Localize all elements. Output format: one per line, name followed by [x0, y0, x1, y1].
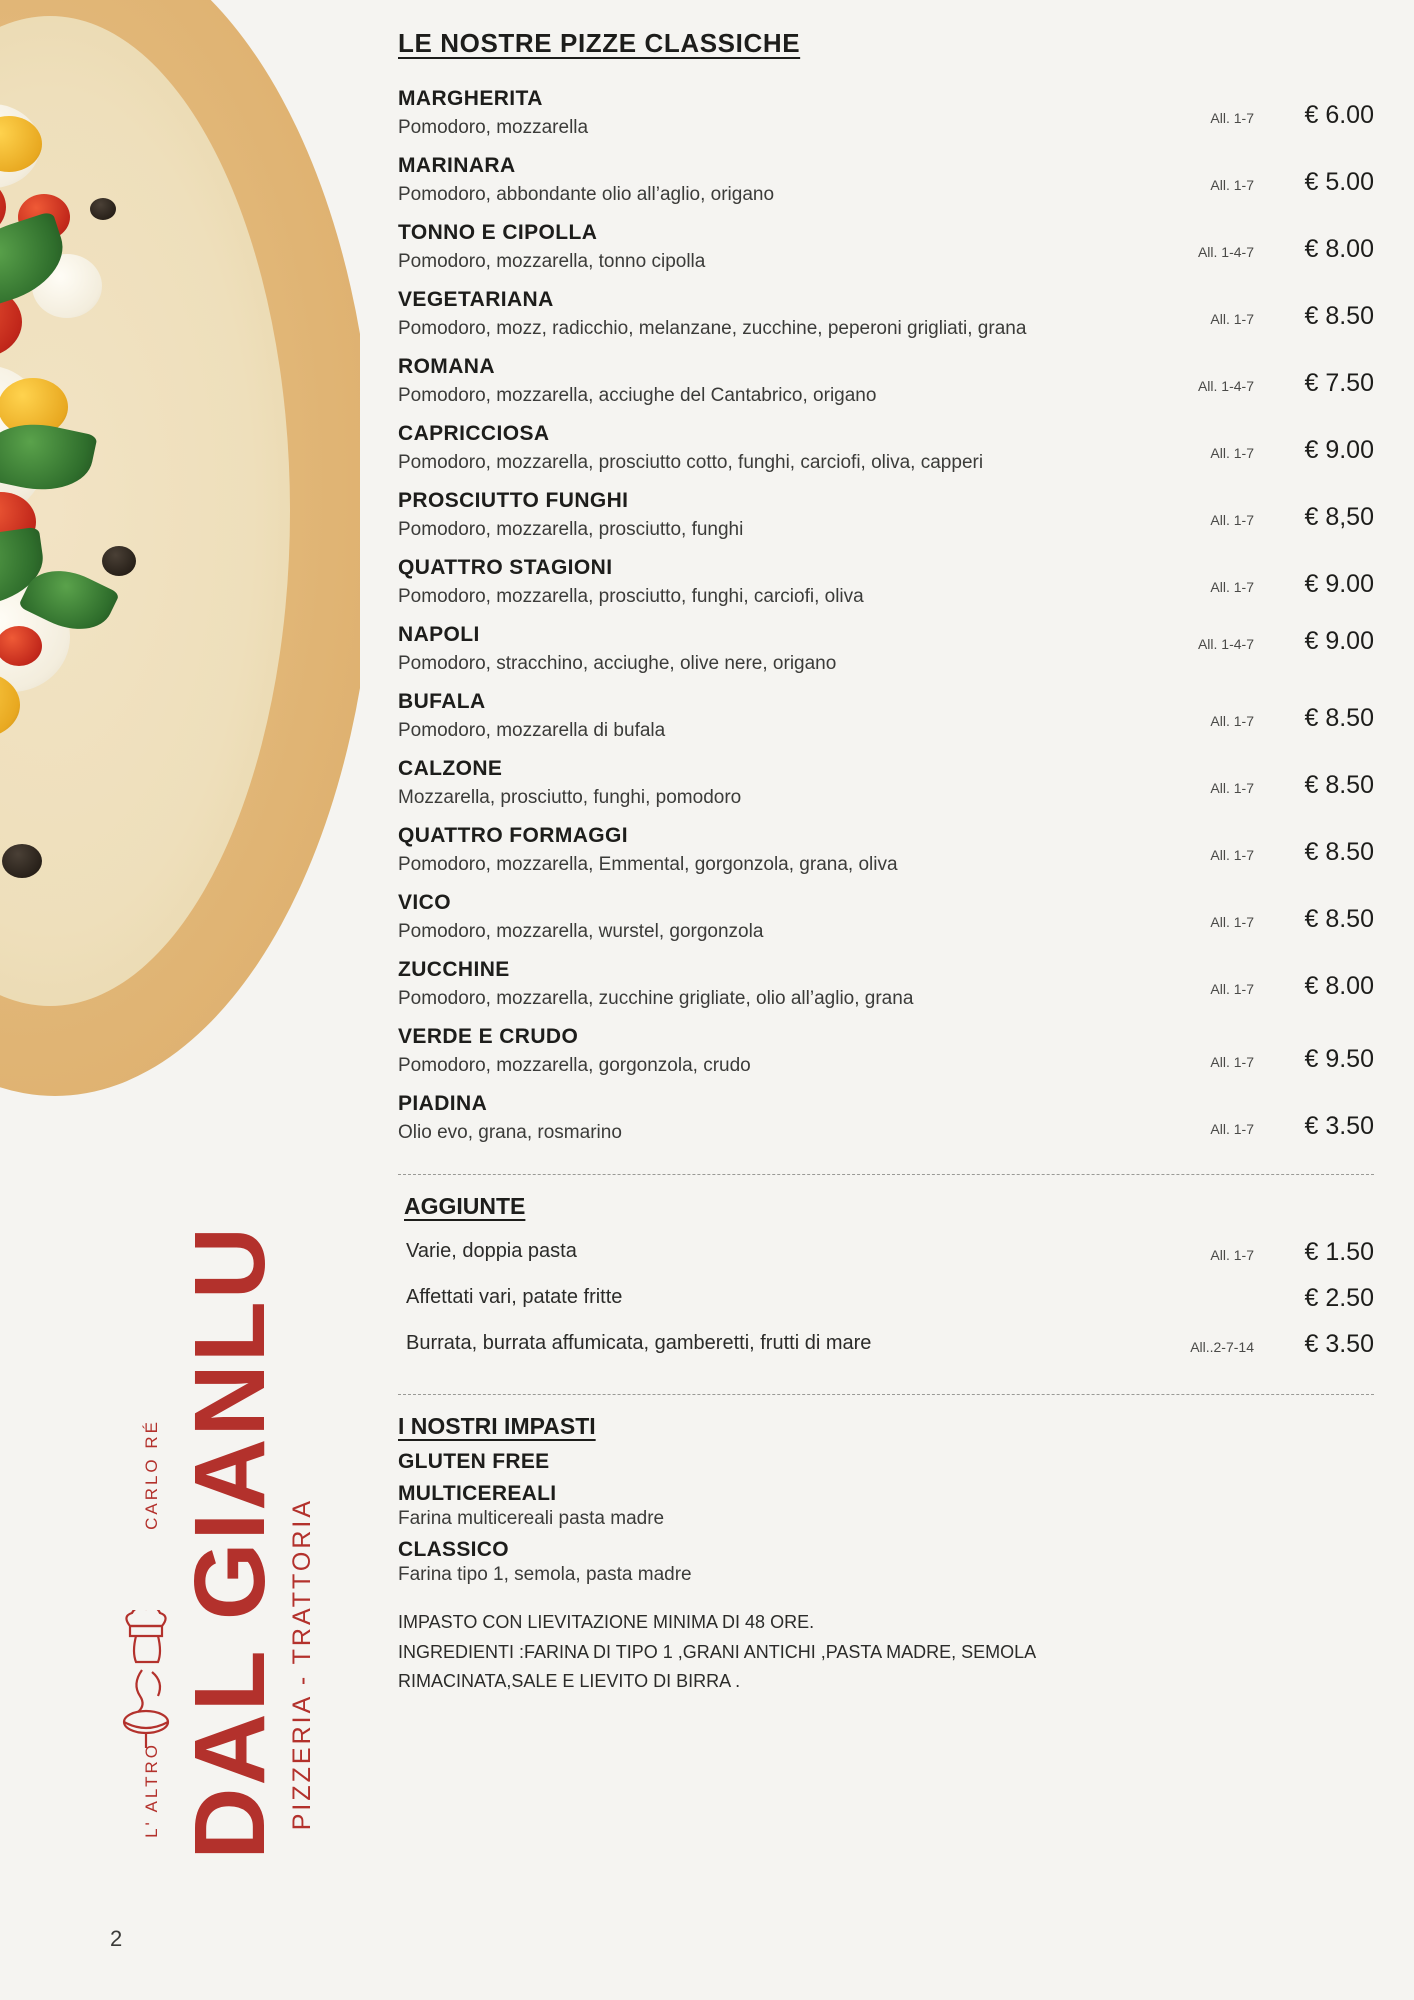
- brand-name: DAL GIANLU: [174, 1225, 286, 1860]
- item-name: VEGETARIANA: [398, 288, 554, 311]
- item-allergens: All. 1-7: [1210, 847, 1254, 863]
- item-price: € 8.50: [1304, 905, 1374, 933]
- menu-item: [398, 554, 1374, 616]
- item-description: Pomodoro, mozzarella, wurstel, gorgonzola: [398, 921, 764, 943]
- item-name: PROSCIUTTO FUNGHI: [398, 489, 629, 512]
- item-price-group: [1210, 302, 1374, 331]
- menu-item: [398, 621, 1374, 683]
- item-description: Pomodoro, abbondante olio all’aglio, origano: [398, 184, 775, 206]
- item-price-group: [1210, 905, 1374, 934]
- olive: [102, 546, 136, 576]
- menu-item: [398, 1090, 1374, 1152]
- impasto-name: MULTICEREALI: [398, 1482, 557, 1505]
- aggiunte-row: [398, 1326, 1374, 1372]
- aggiunte-label: Burrata, burrata affumicata, gamberetti, frutti di mare: [406, 1332, 872, 1354]
- impasto-note-line: INGREDIENTI :FARINA DI TIPO 1 ,GRANI ANTICHI ,PASTA MADRE, SEMOLA: [398, 1641, 1037, 1662]
- item-price-group: [1210, 704, 1374, 733]
- menu-item: [398, 755, 1374, 817]
- item-name: ROMANA: [398, 355, 495, 378]
- olive: [2, 844, 42, 878]
- item-price: € 8,50: [1304, 503, 1374, 531]
- item-price-group: [1198, 235, 1374, 264]
- impasto-name: CLASSICO: [398, 1538, 509, 1561]
- item-description: Olio evo, grana, rosmarino: [398, 1122, 622, 1144]
- item-allergens: All. 1-7: [1210, 713, 1254, 729]
- aggiunte-title: AGGIUNTE: [404, 1193, 526, 1219]
- item-description: Pomodoro, mozzarella, tonno cipolla: [398, 251, 706, 273]
- item-price-group: [1210, 1045, 1374, 1074]
- item-price: € 8.00: [1304, 972, 1374, 1000]
- brand-subtitle: PIZZERIA - TRATTORIA: [288, 1497, 316, 1830]
- aggiunte-price-group: [1210, 1238, 1374, 1267]
- item-name: MARINARA: [398, 154, 516, 177]
- aggiunte-allergens: All..2-7-14: [1190, 1339, 1254, 1355]
- item-allergens: All. 1-4-7: [1197, 378, 1254, 394]
- item-price: € 9.00: [1304, 570, 1374, 598]
- item-allergens: All. 1-7: [1210, 579, 1254, 595]
- menu-item: [398, 487, 1374, 549]
- item-allergens: All. 1-7: [1210, 445, 1254, 461]
- item-price: € 5.00: [1304, 168, 1374, 196]
- aggiunte-price-group: [1190, 1330, 1374, 1359]
- aggiunte-row: [398, 1280, 1374, 1326]
- divider: [398, 1394, 1374, 1395]
- item-name: CAPRICCIOSA: [398, 422, 550, 445]
- item-price-group: [1210, 101, 1374, 130]
- item-price-group: [1210, 570, 1374, 599]
- aggiunte-price-group: [1254, 1284, 1374, 1313]
- item-price-group: [1198, 369, 1374, 398]
- pizza-photo: [0, 0, 360, 1096]
- item-description: Pomodoro, mozzarella, zucchine grigliate, olio all’aglio, grana: [398, 988, 914, 1010]
- menu-item: [398, 822, 1374, 884]
- pizza-list: [398, 85, 1374, 1152]
- item-price-group: [1210, 1112, 1374, 1141]
- item-price: € 8.00: [1304, 235, 1374, 263]
- aggiunte-label: Affettati vari, patate fritte: [406, 1286, 623, 1308]
- item-price-group: [1210, 838, 1374, 867]
- aggiunte-price: € 3.50: [1304, 1330, 1374, 1358]
- item-price-group: [1210, 436, 1374, 465]
- item-description: Pomodoro, mozz, radicchio, melanzane, zucchine, peperoni grigliati, grana: [398, 318, 1027, 340]
- item-price: € 9.00: [1304, 436, 1374, 464]
- item-allergens: All. 1-7: [1210, 512, 1254, 528]
- menu-item: [398, 420, 1374, 482]
- item-description: Pomodoro, mozzarella, Emmental, gorgonzola, grana, oliva: [398, 854, 898, 876]
- impasti-title: I NOSTRI IMPASTI: [398, 1413, 596, 1439]
- menu-item: [398, 85, 1374, 147]
- item-description: Pomodoro, mozzarella di bufala: [398, 720, 666, 742]
- impasto-description: Farina multicereali pasta madre: [398, 1508, 665, 1529]
- impasto-notes: [398, 1608, 1374, 1697]
- item-name: ZUCCHINE: [398, 958, 510, 981]
- aggiunte-list: [398, 1234, 1374, 1372]
- item-allergens: All. 1-7: [1210, 981, 1254, 997]
- brand-top-label: CARLO RÉ: [142, 1419, 161, 1530]
- item-price-group: [1210, 972, 1374, 1001]
- item-allergens: All. 1-4-7: [1197, 244, 1254, 260]
- menu-item: [398, 1023, 1374, 1085]
- item-price: € 8.50: [1304, 302, 1374, 330]
- chef-icon: [112, 1610, 182, 1760]
- item-allergens: All. 1-7: [1210, 780, 1254, 796]
- page-title: LE NOSTRE PIZZE CLASSICHE: [398, 28, 801, 58]
- aggiunte-row: [398, 1234, 1374, 1280]
- impasto-name: GLUTEN FREE: [398, 1450, 550, 1473]
- item-allergens: All. 1-7: [1210, 110, 1254, 126]
- item-price-group: [1198, 627, 1374, 656]
- item-name: PIADINA: [398, 1092, 488, 1115]
- item-description: Pomodoro, mozzarella, prosciutto cotto, funghi, carciofi, oliva, capperi: [398, 452, 984, 474]
- menu-item: [398, 956, 1374, 1018]
- brand-bottom-label: L' ALTRO: [142, 1742, 161, 1838]
- item-allergens: All. 1-4-7: [1197, 636, 1254, 652]
- item-description: Mozzarella, prosciutto, funghi, pomodoro: [398, 787, 742, 809]
- item-price: € 9.50: [1304, 1045, 1374, 1073]
- menu-item: [398, 688, 1374, 750]
- menu-column: [392, 0, 1414, 2000]
- menu-item: [398, 353, 1374, 415]
- impasto-item: [398, 1450, 1374, 1474]
- item-price: € 9.00: [1304, 627, 1374, 655]
- item-price: € 6.00: [1304, 101, 1374, 129]
- menu-item: [398, 286, 1374, 348]
- item-name: TONNO E CIPOLLA: [398, 221, 598, 244]
- impasto-note-line: IMPASTO CON LIEVITAZIONE MINIMA DI 48 ORE.: [398, 1612, 815, 1632]
- item-description: Pomodoro, mozzarella, prosciutto, funghi: [398, 519, 744, 541]
- item-price: € 8.50: [1304, 838, 1374, 866]
- impasto-item: [398, 1538, 1374, 1586]
- item-allergens: All. 1-7: [1210, 914, 1254, 930]
- item-description: Pomodoro, mozzarella, acciughe del Cantabrico, origano: [398, 385, 877, 407]
- item-description: Pomodoro, mozzarella: [398, 117, 589, 139]
- item-price: € 8.50: [1304, 771, 1374, 799]
- menu-item: [398, 889, 1374, 951]
- impasti-list: [398, 1450, 1374, 1586]
- item-description: Pomodoro, stracchino, acciughe, olive nere, origano: [398, 653, 837, 675]
- menu-item: [398, 219, 1374, 281]
- item-name: VERDE E CRUDO: [398, 1025, 579, 1048]
- item-price-group: [1210, 771, 1374, 800]
- item-name: QUATTRO STAGIONI: [398, 556, 613, 579]
- item-price-group: [1210, 503, 1374, 532]
- aggiunte-allergens: All. 1-7: [1210, 1247, 1254, 1263]
- item-allergens: All. 1-7: [1210, 1121, 1254, 1137]
- item-allergens: All. 1-7: [1210, 311, 1254, 327]
- impasto-item: [398, 1482, 1374, 1530]
- item-name: CALZONE: [398, 757, 503, 780]
- impasto-note-line: RIMACINATA,SALE E LIEVITO DI BIRRA .: [398, 1671, 741, 1692]
- aggiunte-price: € 1.50: [1304, 1238, 1374, 1266]
- divider: [398, 1174, 1374, 1175]
- item-name: MARGHERITA: [398, 87, 543, 110]
- aggiunte-label: Varie, doppia pasta: [406, 1240, 577, 1262]
- item-allergens: All. 1-7: [1210, 177, 1254, 193]
- item-name: NAPOLI: [398, 623, 480, 646]
- olive: [90, 198, 116, 220]
- left-column: [0, 0, 392, 2000]
- item-price: € 7.50: [1304, 369, 1374, 397]
- item-price: € 3.50: [1304, 1112, 1374, 1140]
- item-name: QUATTRO FORMAGGI: [398, 824, 628, 847]
- item-name: VICO: [398, 891, 451, 914]
- item-description: Pomodoro, mozzarella, prosciutto, funghi, carciofi, oliva: [398, 586, 864, 608]
- impasto-description: Farina tipo 1, semola, pasta madre: [398, 1564, 692, 1585]
- item-price-group: [1210, 168, 1374, 197]
- aggiunte-price: € 2.50: [1304, 1284, 1374, 1312]
- item-description: Pomodoro, mozzarella, gorgonzola, crudo: [398, 1055, 751, 1077]
- item-price: € 8.50: [1304, 704, 1374, 732]
- page-number: 2: [110, 1926, 123, 1951]
- item-allergens: All. 1-7: [1210, 1054, 1254, 1070]
- brand-logo: [60, 1225, 360, 1860]
- item-name: BUFALA: [398, 690, 486, 713]
- menu-item: [398, 152, 1374, 214]
